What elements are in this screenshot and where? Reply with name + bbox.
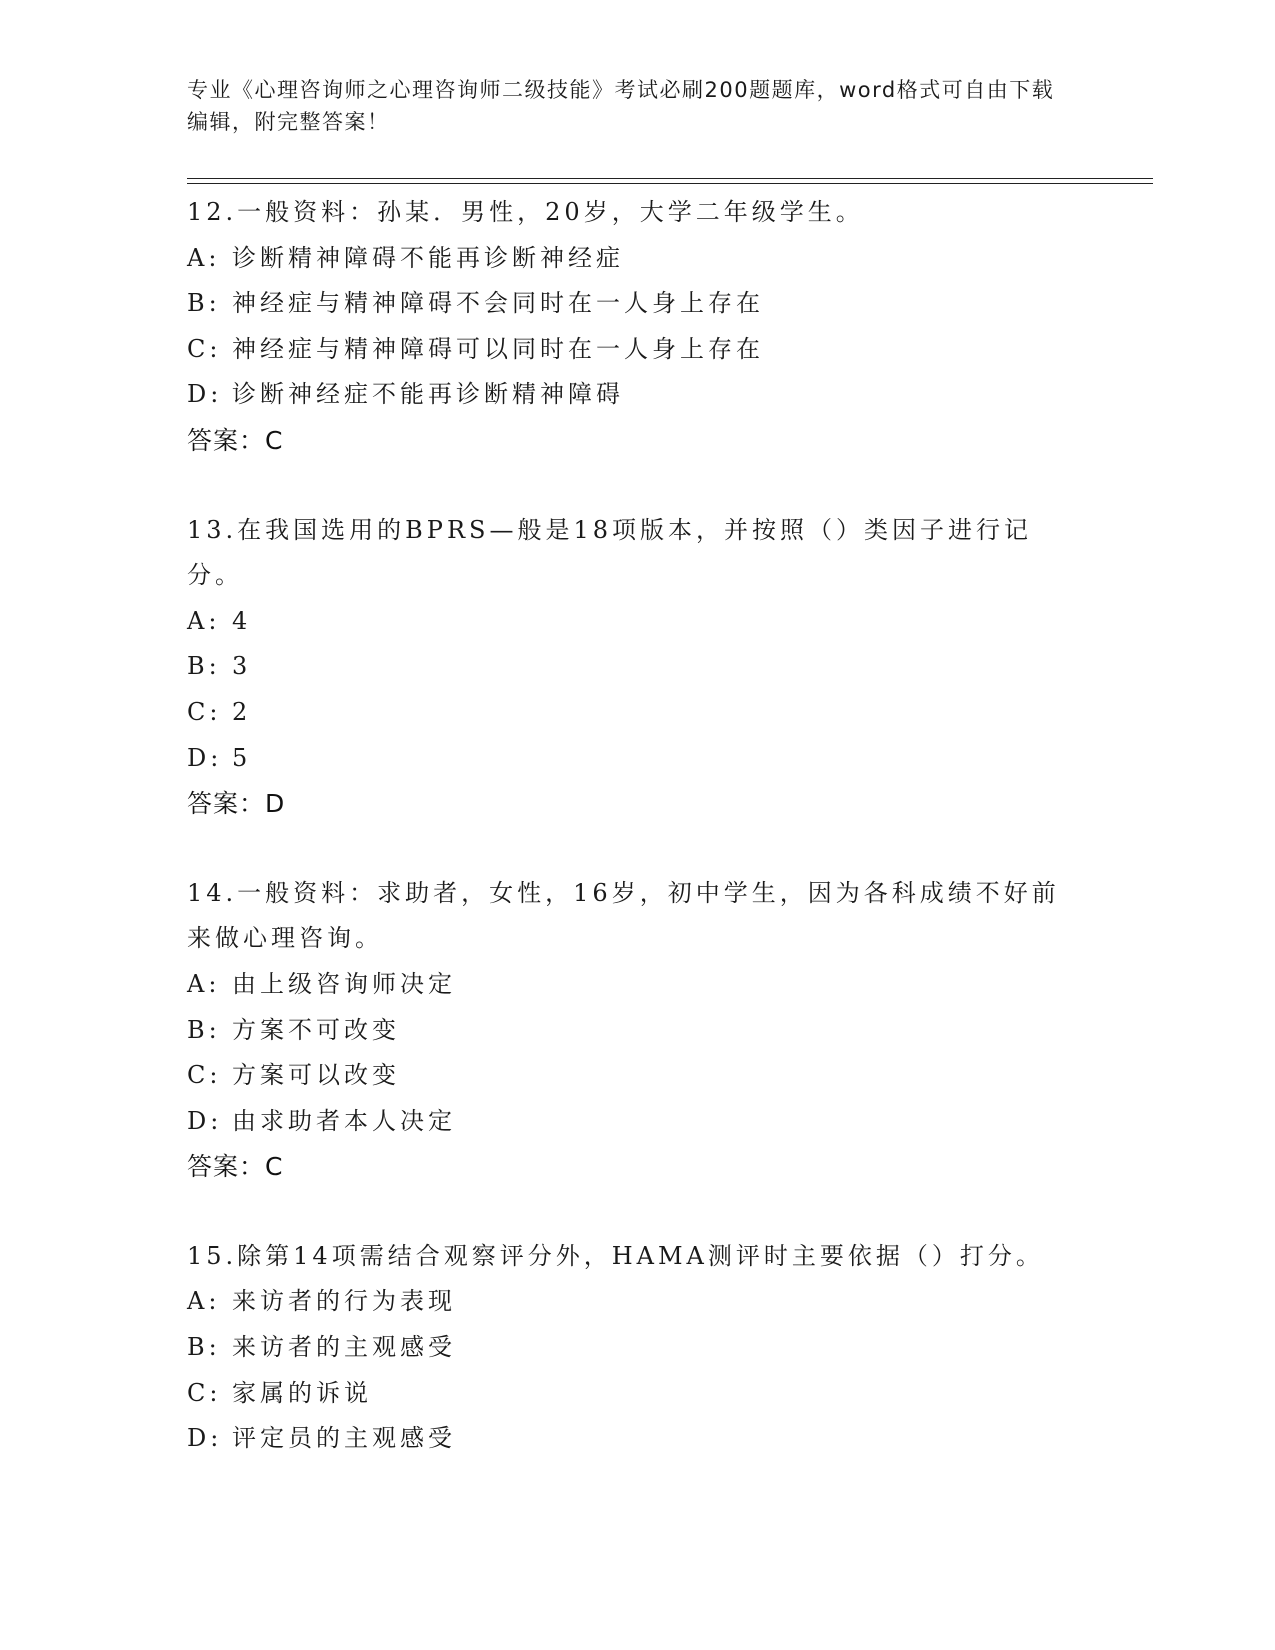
option-key: A: (187, 1287, 221, 1316)
option-text: 家属的诉说 (232, 1378, 372, 1407)
question-stem: 12.一般资料：孙某．男性，20岁，大学二年级学生。 (187, 198, 864, 226)
question-14 (187, 871, 1087, 1190)
option-text: 来访者的主观感受 (232, 1333, 456, 1362)
option-b (187, 644, 1087, 690)
option-text: 2 (232, 697, 252, 726)
option-a (187, 236, 1087, 282)
question-list (187, 190, 1087, 1462)
option-b (187, 281, 1087, 327)
option-text: 诊断神经症不能再诊断精神障碍 (232, 380, 624, 409)
option-c (187, 327, 1087, 373)
option-key: D: (187, 1106, 223, 1135)
header-rule-top (187, 178, 1153, 179)
question-stem: 13.在我国选用的BPRS—般是18项版本，并按照（）类因子进行记分。 (187, 515, 1033, 590)
option-text: 由上级咨询师决定 (232, 969, 456, 998)
option-key: A: (187, 606, 221, 635)
option-key: B: (187, 1333, 221, 1362)
answer-line: 答案：C (187, 425, 284, 455)
option-key: C: (187, 697, 222, 726)
option-text: 神经症与精神障碍可以同时在一人身上存在 (232, 334, 764, 363)
option-d (187, 1416, 1087, 1462)
option-text: 由求助者本人决定 (232, 1106, 456, 1135)
question-13 (187, 508, 1087, 827)
option-a (187, 599, 1087, 645)
option-key: A: (187, 969, 221, 998)
document-header: 专业《心理咨询师之心理咨询师二级技能》考试必刷200题题库，word格式可自由下载编辑，附完整答案！ (187, 78, 1055, 134)
option-key: A: (187, 243, 221, 272)
option-text: 评定员的主观感受 (232, 1424, 456, 1453)
option-d (187, 736, 1087, 782)
question-stem: 15.除第14项需结合观察评分外，HAMA测评时主要依据（）打分。 (187, 1241, 1044, 1270)
option-d (187, 1099, 1087, 1145)
option-text: 3 (232, 652, 252, 681)
option-key: D: (187, 1424, 223, 1453)
header-rule-bottom (187, 183, 1153, 184)
option-key: C: (187, 1061, 222, 1090)
option-key: B: (187, 289, 221, 318)
option-key: C: (187, 1378, 222, 1407)
option-key: B: (187, 652, 221, 681)
option-c (187, 1371, 1087, 1417)
option-c (187, 1053, 1087, 1099)
option-d (187, 372, 1087, 418)
option-key: C: (187, 334, 222, 363)
option-text: 5 (232, 743, 252, 772)
option-key: B: (187, 1015, 221, 1044)
option-key: D: (187, 380, 223, 409)
option-text: 方案可以改变 (232, 1061, 400, 1090)
option-text: 诊断精神障碍不能再诊断神经症 (232, 243, 624, 272)
answer-line: 答案：C (187, 1152, 284, 1182)
question-15 (187, 1234, 1087, 1462)
option-a (187, 1279, 1087, 1325)
option-c (187, 690, 1087, 736)
option-text: 方案不可改变 (232, 1015, 400, 1044)
option-a (187, 962, 1087, 1008)
option-text: 来访者的行为表现 (232, 1287, 456, 1316)
question-stem: 14.一般资料：求助者，女性，16岁，初中学生，因为各科成绩不好前来做心理咨询。 (187, 878, 1060, 953)
option-text: 神经症与精神障碍不会同时在一人身上存在 (232, 289, 764, 318)
option-b (187, 1008, 1087, 1054)
question-12 (187, 190, 1087, 464)
option-key: D: (187, 743, 223, 772)
option-b (187, 1325, 1087, 1371)
option-text: 4 (232, 606, 252, 635)
answer-line: 答案：D (187, 789, 286, 819)
